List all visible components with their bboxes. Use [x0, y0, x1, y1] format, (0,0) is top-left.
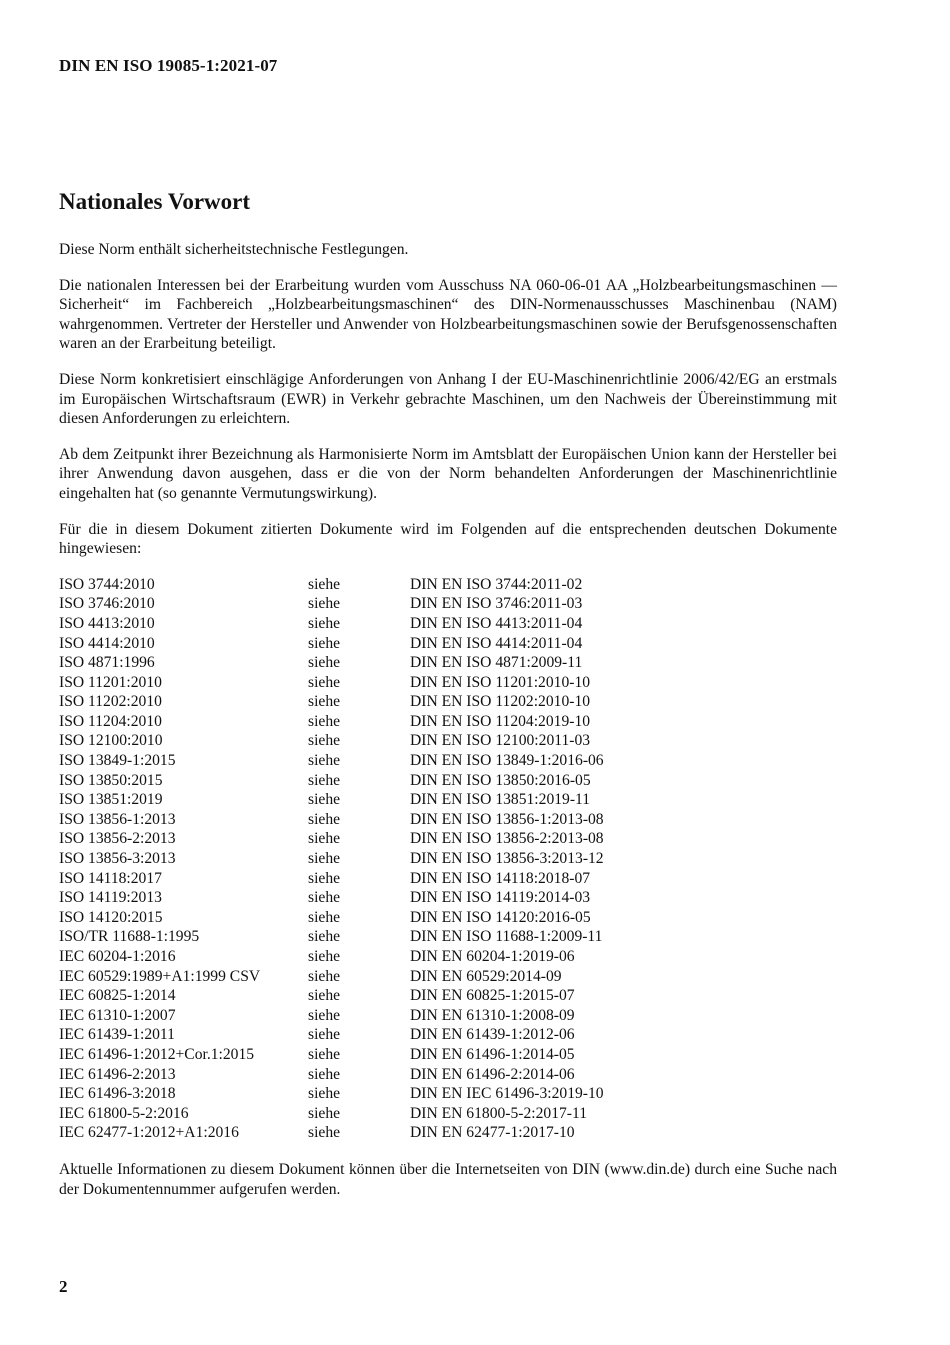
reference-source: IEC 61496-3:2018 [59, 1085, 176, 1103]
reference-source: ISO 4413:2010 [59, 614, 155, 632]
table-row [59, 575, 837, 595]
reference-source: ISO/TR 11688-1:1995 [59, 928, 200, 946]
reference-table [59, 575, 837, 1143]
reference-relation: siehe [308, 830, 341, 848]
reference-relation: siehe [308, 634, 341, 652]
table-row [59, 927, 837, 947]
table-row [59, 673, 837, 693]
paragraph-presumption: Ab dem Zeitpunkt ihrer Bezeichnung als Harmonisierte Norm im Amtsblatt der Europäischen Union kann der Hersteller bei ihrer Anwendung davon ausgehen, dass er die von der Norm behandelten Anforderungen der Maschinenrichtlinie eingehalten hat (so genannte Vermutungswirkung). [59, 445, 837, 502]
table-row [59, 986, 837, 1006]
reference-target: DIN EN ISO 3744:2011-02 [410, 575, 583, 593]
reference-source: ISO 11204:2010 [59, 712, 162, 730]
reference-relation: siehe [308, 1006, 341, 1024]
reference-relation: siehe [308, 693, 341, 711]
table-row [59, 1084, 837, 1104]
reference-relation: siehe [308, 673, 341, 691]
reference-relation: siehe [308, 654, 341, 672]
reference-target: DIN EN IEC 61496-3:2019-10 [410, 1085, 604, 1103]
paragraph-committee: Die nationalen Interessen bei der Erarbeitung wurden vom Ausschuss NA 060-06-01 AA „Holzbearbeitungsmaschinen — Sicherheit“ im Fachbereich „Holzbearbeitungsmaschinen“ des DIN-Normenausschusses Maschinenbau (NAM) wahrgenommen. Vertreter der Hersteller und Anwender von Holzbearbeitungsmaschinen sowie der Berufsgenossenschaften waren an der Erarbeitung beteiligt. [59, 276, 837, 353]
reference-source: ISO 13851:2019 [59, 791, 163, 809]
document-body [59, 240, 837, 1215]
reference-target: DIN EN 61496-1:2014-05 [410, 1045, 575, 1063]
reference-relation: siehe [308, 869, 341, 887]
reference-relation: siehe [308, 614, 341, 632]
reference-source: ISO 3744:2010 [59, 575, 155, 593]
paragraph-directive: Diese Norm konkretisiert einschlägige Anforderungen von Anhang I der EU-Maschinenrichtlinie 2006/42/EG an erstmals im Europäischen Wirtschaftsraum (EWR) in Verkehr gebrachte Maschinen, um den Nachweis der Übereinstimmung mit diesen Anforderungen zu erleichtern. [59, 370, 837, 428]
reference-target: DIN EN 60529:2014-09 [410, 967, 562, 985]
reference-relation: siehe [308, 771, 341, 789]
reference-target: DIN EN ISO 14119:2014-03 [410, 889, 591, 907]
reference-source: ISO 11202:2010 [59, 693, 162, 711]
reference-target: DIN EN ISO 4413:2011-04 [410, 614, 583, 632]
reference-source: IEC 62477-1:2012+A1:2016 [59, 1124, 239, 1142]
page-number: 2 [59, 1277, 68, 1296]
table-row [59, 967, 837, 987]
table-row [59, 692, 837, 712]
reference-target: DIN EN ISO 13851:2019-11 [410, 791, 591, 809]
reference-source: ISO 13856-2:2013 [59, 830, 176, 848]
reference-target: DIN EN 60825-1:2015-07 [410, 987, 575, 1005]
reference-source: ISO 4414:2010 [59, 634, 155, 652]
reference-relation: siehe [308, 732, 341, 750]
reference-relation: siehe [308, 1104, 341, 1122]
reference-relation: siehe [308, 908, 341, 926]
reference-source: ISO 4871:1996 [59, 654, 155, 672]
table-row [59, 594, 837, 614]
reference-target: DIN EN ISO 3746:2011-03 [410, 595, 583, 613]
reference-target: DIN EN 61496-2:2014-06 [410, 1065, 575, 1083]
reference-relation: siehe [308, 889, 341, 907]
reference-relation: siehe [308, 987, 341, 1005]
paragraph-intro: Diese Norm enthält sicherheitstechnische Festlegungen. [59, 241, 409, 258]
paragraph-references-intro: Für die in diesem Dokument zitierten Dokumente wird im Folgenden auf die entsprechenden deutschen Dokumente hingewiesen: [59, 520, 837, 558]
reference-source: ISO 13856-3:2013 [59, 850, 176, 868]
reference-target: DIN EN ISO 11202:2010-10 [410, 693, 591, 711]
table-row [59, 771, 837, 791]
reference-source: ISO 14119:2013 [59, 889, 162, 907]
reference-source: IEC 61310-1:2007 [59, 1006, 176, 1024]
reference-target: DIN EN ISO 13850:2016-05 [410, 771, 591, 789]
table-row [59, 849, 837, 869]
table-row [59, 1045, 837, 1065]
reference-relation: siehe [308, 752, 341, 770]
reference-relation: siehe [308, 948, 341, 965]
reference-source: IEC 61496-2:2013 [59, 1065, 176, 1083]
reference-source: ISO 14118:2017 [59, 869, 162, 887]
table-row [59, 1104, 837, 1124]
table-row [59, 1025, 837, 1045]
reference-target: DIN EN 60204-1:2019-06 [410, 948, 575, 965]
reference-source: IEC 61439-1:2011 [59, 1026, 175, 1044]
reference-target: DIN EN 61310-1:2008-09 [410, 1006, 575, 1024]
table-row [59, 908, 837, 928]
table-row [59, 869, 837, 889]
reference-relation: siehe [308, 967, 341, 985]
reference-target: DIN EN ISO 11201:2010-10 [410, 673, 591, 691]
reference-source: IEC 61800-5-2:2016 [59, 1104, 189, 1122]
reference-target: DIN EN ISO 12100:2011-03 [410, 732, 591, 750]
table-row [59, 1006, 837, 1026]
reference-relation: siehe [308, 810, 341, 828]
reference-source: ISO 3746:2010 [59, 595, 155, 613]
reference-target: DIN EN ISO 4414:2011-04 [410, 634, 583, 652]
table-row [59, 1065, 837, 1085]
reference-relation: siehe [308, 712, 341, 730]
reference-target: DIN EN ISO 4871:2009-11 [410, 654, 583, 672]
table-row [59, 731, 837, 751]
table-row [59, 1123, 837, 1143]
reference-source: ISO 13849-1:2015 [59, 752, 176, 770]
reference-target: DIN EN ISO 13856-3:2013-12 [410, 850, 604, 868]
reference-source: IEC 60529:1989+A1:1999 CSV [59, 967, 261, 985]
document-id-header: DIN EN ISO 19085-1:2021-07 [59, 56, 278, 75]
table-row [59, 634, 837, 654]
reference-source: IEC 60204-1:2016 [59, 948, 176, 965]
reference-target: DIN EN ISO 13856-1:2013-08 [410, 810, 604, 828]
paragraph-closing: Aktuelle Informationen zu diesem Dokument können über die Internetseiten von DIN (www.din.de) durch eine Suche nach der Dokumentennummer aufgerufen werden. [59, 1160, 837, 1198]
reference-source: IEC 61496-1:2012+Cor.1:2015 [59, 1045, 255, 1063]
table-row [59, 614, 837, 634]
table-row [59, 947, 837, 967]
reference-source: ISO 11201:2010 [59, 673, 162, 691]
reference-source: ISO 13856-1:2013 [59, 810, 176, 828]
reference-source: ISO 13850:2015 [59, 771, 163, 789]
reference-relation: siehe [308, 1065, 341, 1083]
table-row [59, 790, 837, 810]
reference-target: DIN EN 62477-1:2017-10 [410, 1124, 575, 1142]
reference-target: DIN EN 61800-5-2:2017-11 [410, 1104, 587, 1122]
reference-relation: siehe [308, 928, 341, 946]
reference-target: DIN EN ISO 11688-1:2009-11 [410, 928, 603, 946]
reference-target: DIN EN ISO 13849-1:2016-06 [410, 752, 604, 770]
table-row [59, 888, 837, 908]
reference-target: DIN EN ISO 14120:2016-05 [410, 908, 591, 926]
reference-relation: siehe [308, 595, 341, 613]
reference-table-body [59, 575, 837, 1143]
section-title: Nationales Vorwort [59, 189, 251, 214]
table-row [59, 653, 837, 673]
reference-relation: siehe [308, 1026, 341, 1044]
reference-relation: siehe [308, 791, 341, 809]
reference-target: DIN EN 61439-1:2012-06 [410, 1026, 575, 1044]
reference-relation: siehe [308, 1045, 341, 1063]
table-row [59, 751, 837, 771]
reference-relation: siehe [308, 850, 341, 868]
reference-source: IEC 60825-1:2014 [59, 987, 176, 1005]
reference-source: ISO 14120:2015 [59, 908, 163, 926]
table-row [59, 810, 837, 830]
reference-target: DIN EN ISO 14118:2018-07 [410, 869, 591, 887]
reference-target: DIN EN ISO 11204:2019-10 [410, 712, 591, 730]
reference-relation: siehe [308, 575, 341, 593]
table-row [59, 829, 837, 849]
reference-relation: siehe [308, 1124, 341, 1142]
reference-target: DIN EN ISO 13856-2:2013-08 [410, 830, 604, 848]
reference-source: ISO 12100:2010 [59, 732, 163, 750]
reference-relation: siehe [308, 1085, 341, 1103]
table-row [59, 712, 837, 732]
